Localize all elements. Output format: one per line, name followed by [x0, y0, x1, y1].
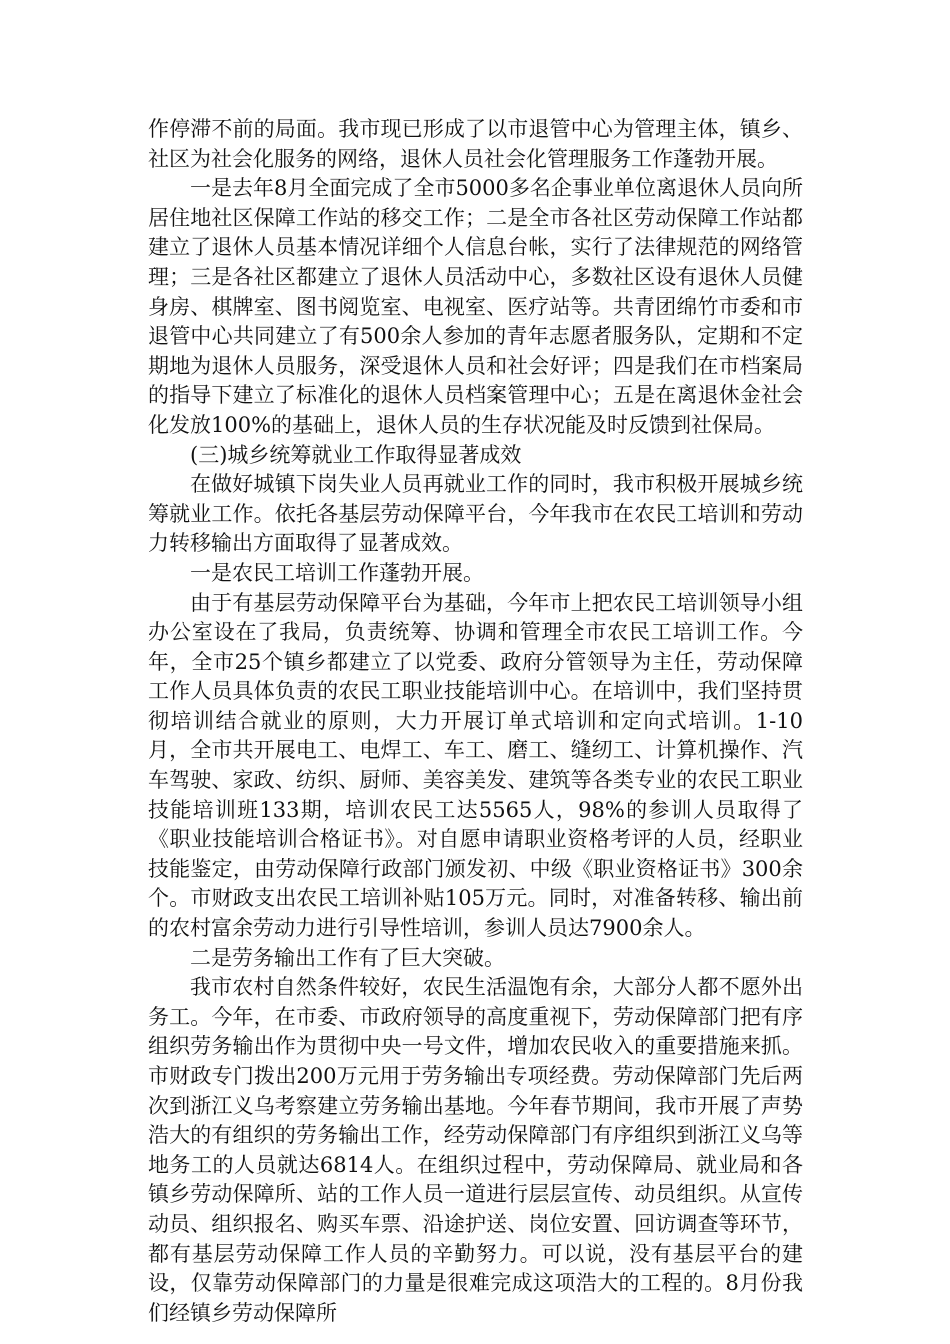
paragraph-2: 一是去年8月全面完成了全市5000多名企事业单位离退休人员向所居住地社区保障工作站的移交工作；二是全市各社区劳动保障工作站都建立了退休人员基本情况详细个人信息台帐，实行了法律规范的网络管理；三是各社区都建立了退休人员活动中心，多数社区设有退休人员健身房、棋牌室、图书阅览室、电视室、医疗站等。共青团绵竹市委和市退管中心共同建立了有500余人参加的青年志愿者服务队，定期和不定期地为退休人员服务，深受退休人员和社会好评；四是我们在市档案局的指导下建立了标准化的退休人员档案管理中心；五是在离退休金社会化发放100%的基础上，退休人员的生存状况能及时反馈到社保局。	[148, 176, 803, 437]
section-heading-3: (三)城乡统筹就业工作取得显著成效	[190, 442, 522, 467]
subheading-5: 一是农民工培训工作蓬勃开展。	[190, 560, 484, 585]
paragraph-6: 由于有基层劳动保障平台为基础，今年市上把农民工培训领导小组办公室设在了我局，负责统筹、协调和管理全市农民工培训工作。今年，全市25个镇乡都建立了以党委、政府分管领导为主任，劳动保障工作人员具体负责的农民工职业技能培训中心。在培训中，我们坚持贯彻培训结合就业的原则，大力开展订单式培训和定向式培训。1-10月，全市共开展电工、电焊工、车工、磨工、缝纫工、计算机操作、汽车驾驶、家政、纺织、厨师、美容美发、建筑等各类专业的农民工职业技能培训班133期，培训农民工达5565人，98%的参训人员取得了《职业技能培训合格证书》。对自愿申请职业资格考评的人员，经职业技能鉴定，由劳动保障行政部门颁发初、中级《职业资格证书》300余个。市财政支出农民工培训补贴105万元。同时，对准备转移、输出前的农村富余劳动力进行引导性培训，参训人员达7900余人。	[148, 590, 803, 941]
paragraph-1: 作停滞不前的局面。我市现已形成了以市退管中心为管理主体，镇乡、社区为社会化服务的网络，退休人员社会化管理服务工作蓬勃开展。	[148, 117, 803, 171]
subheading-7: 二是劳务输出工作有了巨大突破。	[190, 945, 505, 970]
document-page	[148, 115, 803, 1328]
paragraph-8: 我市农村自然条件较好，农民生活温饱有余，大部分人都不愿外出务工。今年，在市委、市政府领导的高度重视下，劳动保障部门把有序组织劳务输出作为贯彻中央一号文件，增加农民收入的重要措施来抓。市财政专门拨出200万元用于劳务输出专项经费。劳动保障部门先后两次到浙江义乌考察建立劳务输出基地。今年春节期间，我市开展了声势浩大的有组织的劳务输出工作，经劳动保障部门有序组织到浙江义乌等地务工的人员就达6814人。在组织过程中，劳动保障局、就业局和各镇乡劳动保障所、站的工作人员一道进行层层宣传、动员组织。从宣传动员、组织报名、购买车票、沿途护送、岗位安置、回访调查等环节，都有基层劳动保障工作人员的辛勤努力。可以说，没有基层平台的建设，仅靠劳动保障部门的力量是很难完成这项浩大的工程的。8月份我们经镇乡劳动保障所	[148, 975, 803, 1325]
paragraph-4: 在做好城镇下岗失业人员再就业工作的同时，我市积极开展城乡统筹就业工作。依托各基层劳动保障平台，今年我市在农民工培训和劳动力转移输出方面取得了显著成效。	[148, 472, 803, 556]
